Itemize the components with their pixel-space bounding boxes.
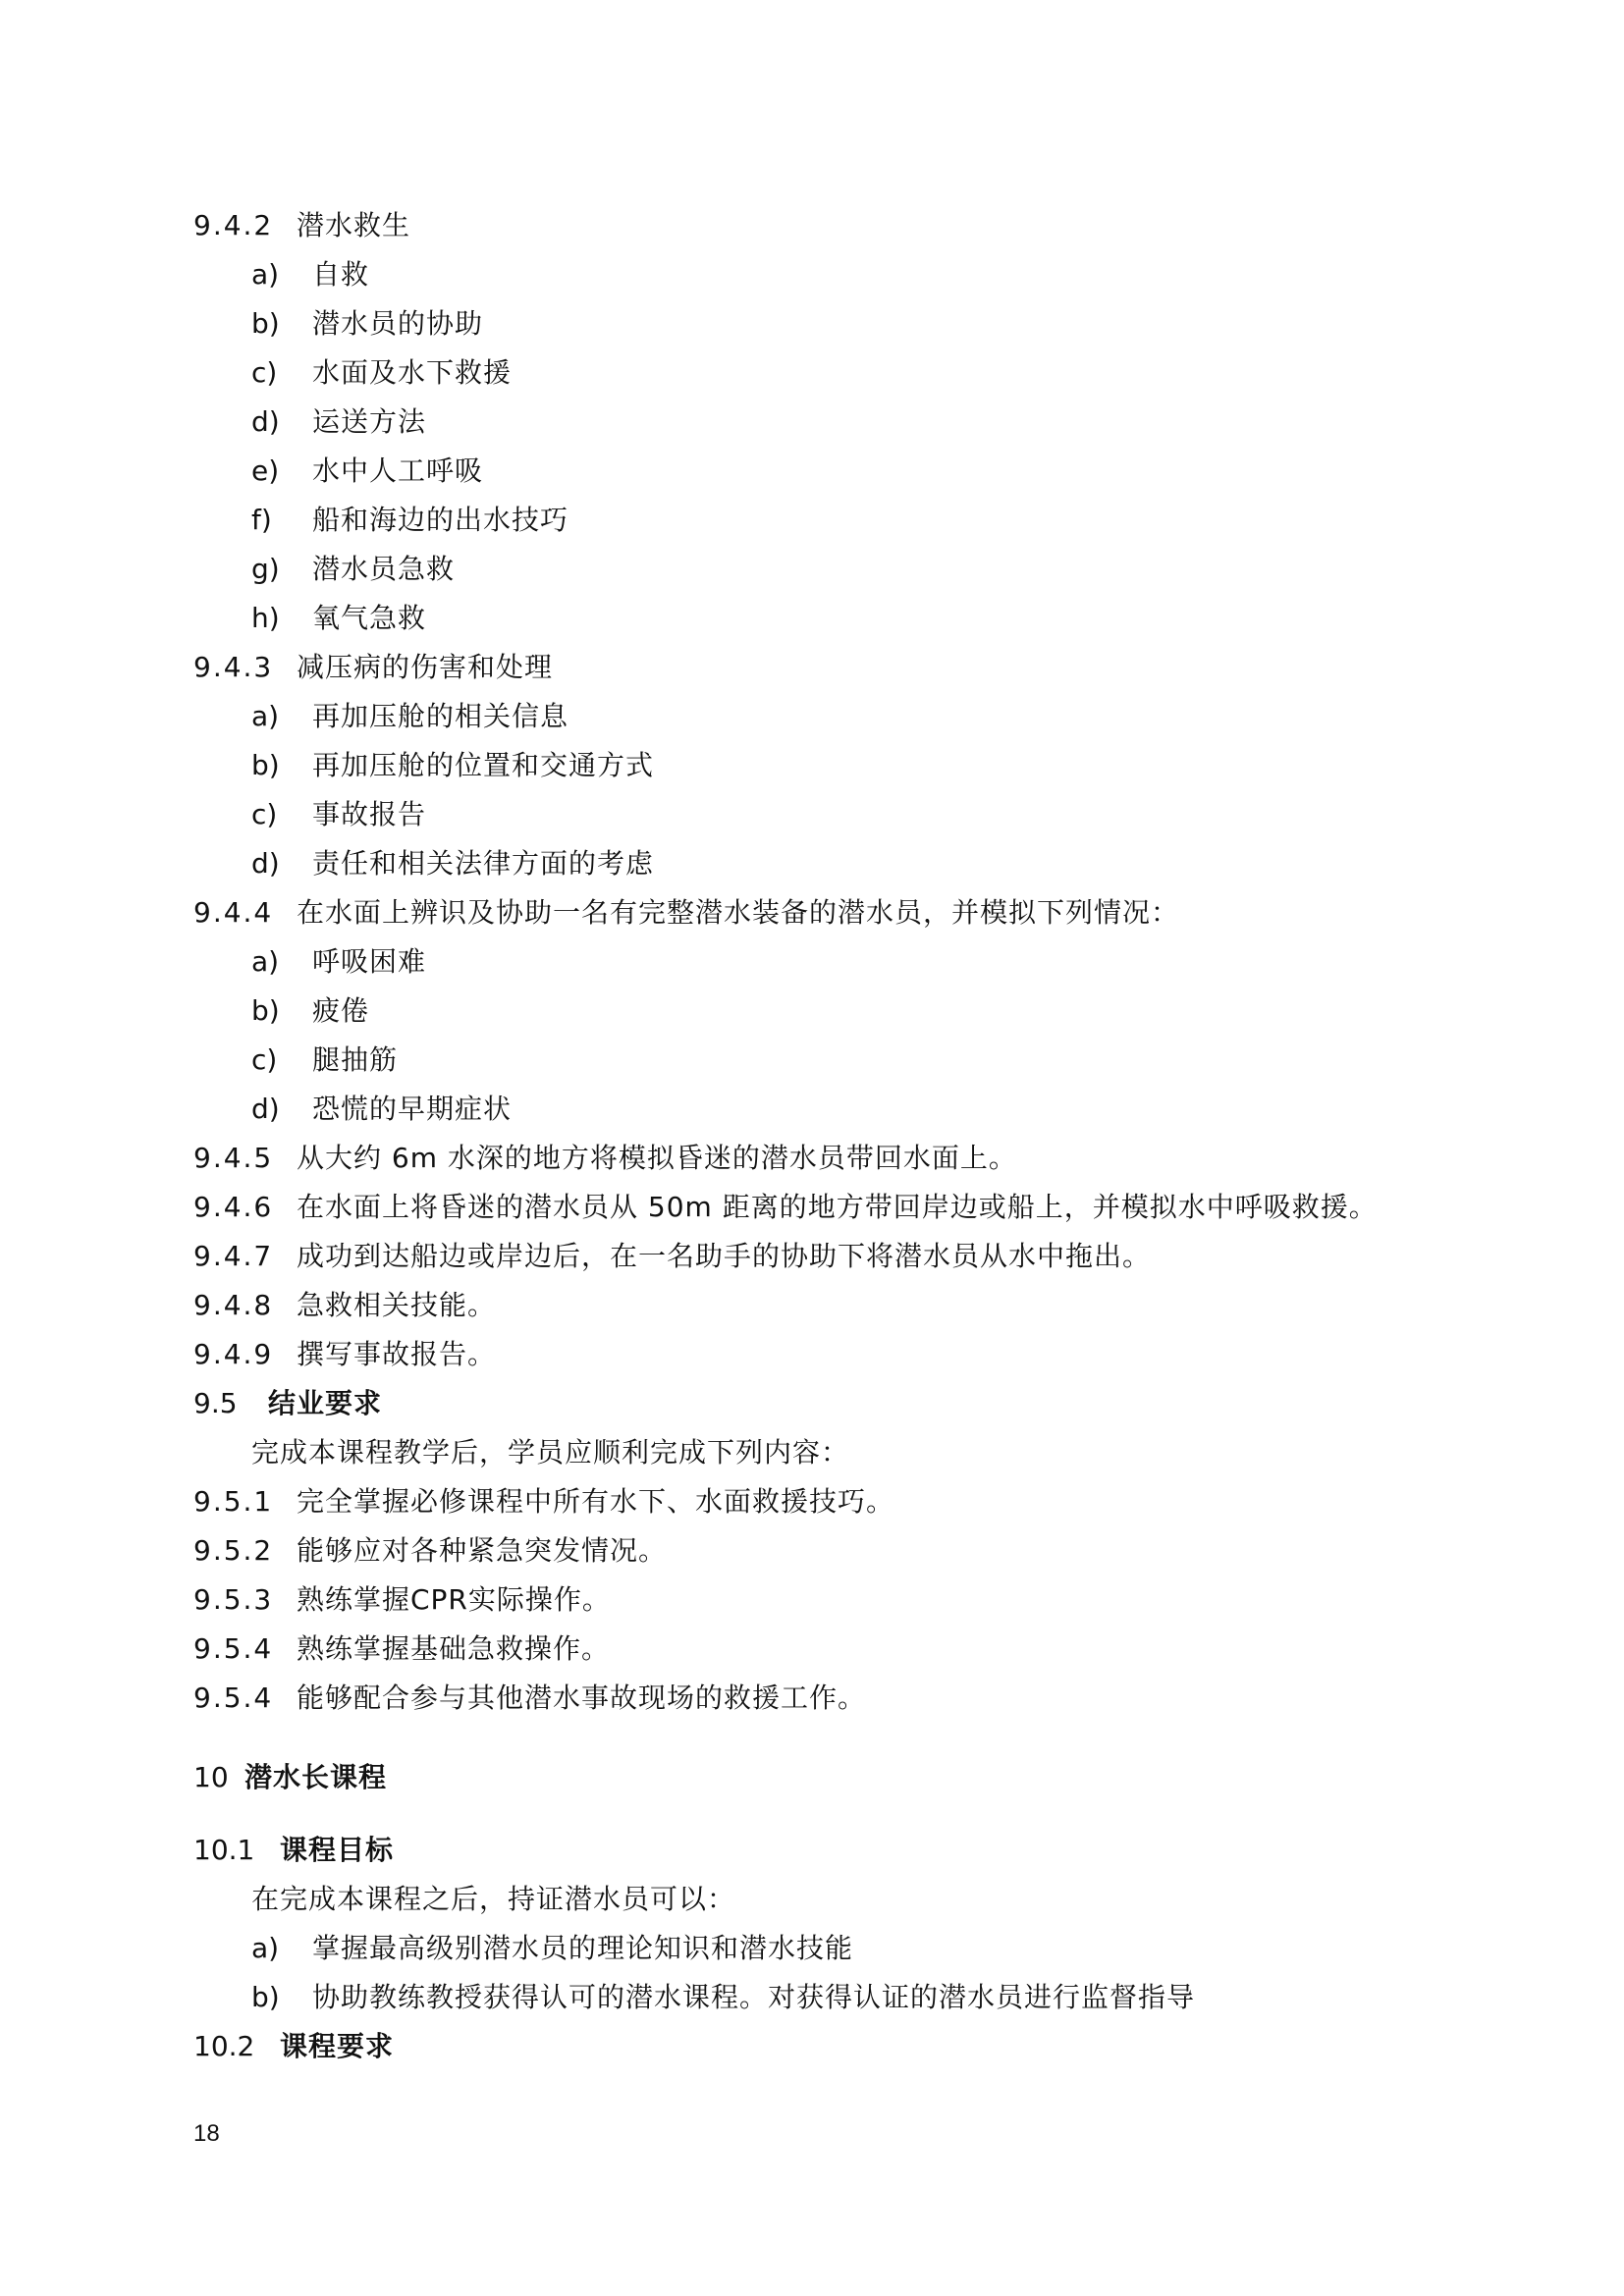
section-10-2-heading [193, 2022, 394, 2071]
list-label: d) [251, 1093, 280, 1125]
list-label: d) [251, 405, 280, 438]
list-item [251, 447, 483, 496]
list-text: 掌握最高级别潜水员的理论知识和潜水技能 [312, 1932, 854, 1964]
chapter-10-heading [193, 1753, 387, 1802]
clause-9-5-4b [193, 1674, 866, 1723]
chapter-number: 10 [193, 1761, 229, 1793]
list-text: 呼吸困难 [312, 945, 427, 978]
list-text: 协助教练教授获得认可的潜水课程。对获得认证的潜水员进行监督指导 [312, 1981, 1196, 2013]
list-label: a) [251, 1932, 280, 1964]
list-label: a) [251, 258, 280, 291]
clause-9-4-9 [193, 1330, 496, 1379]
clause-title: 在水面上辨识及协助一名有完整潜水装备的潜水员，并模拟下列情况： [297, 896, 1180, 929]
clause-title: 潜水救生 [297, 209, 411, 241]
list-item [251, 987, 369, 1036]
list-text: 事故报告 [312, 798, 427, 830]
list-text: 恐慌的早期症状 [312, 1093, 513, 1125]
clause-9-4-8 [193, 1281, 496, 1330]
clause-9-5-4 [193, 1625, 610, 1674]
list-label: f) [251, 504, 272, 536]
list-text: 再加压舱的位置和交通方式 [312, 749, 655, 781]
list-label: b) [251, 307, 280, 340]
clause-9-4-4-heading [193, 888, 1179, 937]
list-label: b) [251, 749, 280, 781]
clause-number: 9.5.1 [193, 1485, 274, 1518]
clause-number: 9.5.4 [193, 1632, 274, 1665]
list-label: b) [251, 994, 280, 1027]
list-label: c) [251, 356, 278, 389]
list-item [251, 1085, 512, 1134]
section-9-5-intro: 完成本课程教学后，学员应顺利完成下列内容： [251, 1436, 850, 1468]
clause-title: 减压病的伤害和处理 [297, 651, 554, 683]
list-label: b) [251, 1981, 280, 2013]
list-label: g) [251, 553, 280, 585]
list-item [251, 250, 369, 299]
clause-9-5-2 [193, 1526, 667, 1575]
clause-text: 能够应对各种紧急突发情况。 [297, 1534, 668, 1567]
clause-text: 完全掌握必修课程中所有水下、水面救援技巧。 [297, 1485, 895, 1518]
list-item [251, 545, 455, 594]
list-text: 运送方法 [312, 405, 427, 438]
clause-text: 能够配合参与其他潜水事故现场的救援工作。 [297, 1682, 867, 1714]
section-title: 课程目标 [280, 1834, 395, 1866]
list-label: c) [251, 1043, 278, 1076]
list-item [251, 299, 483, 348]
list-item [251, 692, 568, 741]
clause-number: 9.5.2 [193, 1534, 274, 1567]
list-text: 自救 [312, 258, 370, 291]
list-item [251, 496, 568, 545]
clause-text: 成功到达船边或岸边后，在一名助手的协助下将潜水员从水中拖出。 [297, 1240, 1152, 1272]
list-item [251, 594, 426, 643]
page-number: 18 [193, 2120, 220, 2147]
list-text: 水面及水下救援 [312, 356, 513, 389]
list-text: 潜水员的协助 [312, 307, 484, 340]
clause-number: 9.5.3 [193, 1583, 274, 1616]
list-text: 腿抽筋 [312, 1043, 399, 1076]
clause-text: 熟练掌握基础急救操作。 [297, 1632, 611, 1665]
list-label: e) [251, 454, 280, 487]
list-text: 船和海边的出水技巧 [312, 504, 569, 536]
clause-text: 从大约 6m 水深的地方将模拟昏迷的潜水员带回水面上。 [297, 1142, 1017, 1174]
clause-9-5-1 [193, 1477, 894, 1526]
clause-9-4-7 [193, 1232, 1151, 1281]
section-title: 课程要求 [280, 2030, 395, 2062]
clause-number: 9.4.7 [193, 1240, 274, 1272]
clause-9-4-6 [193, 1183, 1378, 1232]
section-number: 10.1 [193, 1834, 255, 1866]
list-item [251, 937, 426, 987]
list-label: a) [251, 945, 280, 978]
list-item [251, 741, 654, 790]
clause-number: 9.4.5 [193, 1142, 274, 1174]
clause-number: 9.4.4 [193, 896, 274, 929]
list-text: 潜水员急救 [312, 553, 456, 585]
clause-text: 撰写事故报告。 [297, 1338, 497, 1370]
clause-number: 9.4.8 [193, 1289, 274, 1321]
list-item [251, 1036, 398, 1085]
list-item [251, 348, 512, 398]
clause-9-5-3 [193, 1575, 611, 1625]
clause-number: 9.4.6 [193, 1191, 274, 1223]
list-text: 氧气急救 [312, 602, 427, 634]
chapter-title: 潜水长课程 [244, 1761, 388, 1793]
clause-number: 9.4.2 [193, 209, 274, 241]
list-item [251, 1973, 1195, 2022]
section-10-1-heading [193, 1826, 394, 1875]
section-9-5-heading [193, 1379, 382, 1428]
list-label: d) [251, 847, 280, 880]
clause-number: 9.4.9 [193, 1338, 274, 1370]
clause-text: 急救相关技能。 [297, 1289, 497, 1321]
clause-9-4-3-heading [193, 643, 553, 692]
list-text: 再加压舱的相关信息 [312, 700, 569, 732]
list-item [251, 790, 426, 839]
clause-9-4-2-heading [193, 201, 410, 250]
section-number: 10.2 [193, 2030, 255, 2062]
list-text: 责任和相关法律方面的考虑 [312, 847, 655, 880]
list-text: 水中人工呼吸 [312, 454, 484, 487]
section-number: 9.5 [193, 1387, 238, 1419]
clause-9-4-5 [193, 1134, 1017, 1183]
list-item [251, 398, 426, 447]
clause-text: 在水面上将昏迷的潜水员从 50m 距离的地方带回岸边或船上，并模拟水中呼吸救援。 [297, 1191, 1378, 1223]
list-label: a) [251, 700, 280, 732]
list-label: h) [251, 602, 280, 634]
list-text: 疲倦 [312, 994, 370, 1027]
list-item [251, 839, 654, 888]
list-label: c) [251, 798, 278, 830]
section-10-1-intro: 在完成本课程之后，持证潜水员可以： [251, 1883, 736, 1915]
clause-number: 9.4.3 [193, 651, 274, 683]
clause-text: 熟练掌握CPR实际操作。 [297, 1583, 611, 1616]
clause-number: 9.5.4 [193, 1682, 274, 1714]
section-title: 结业要求 [268, 1387, 383, 1419]
list-item [251, 1924, 853, 1973]
